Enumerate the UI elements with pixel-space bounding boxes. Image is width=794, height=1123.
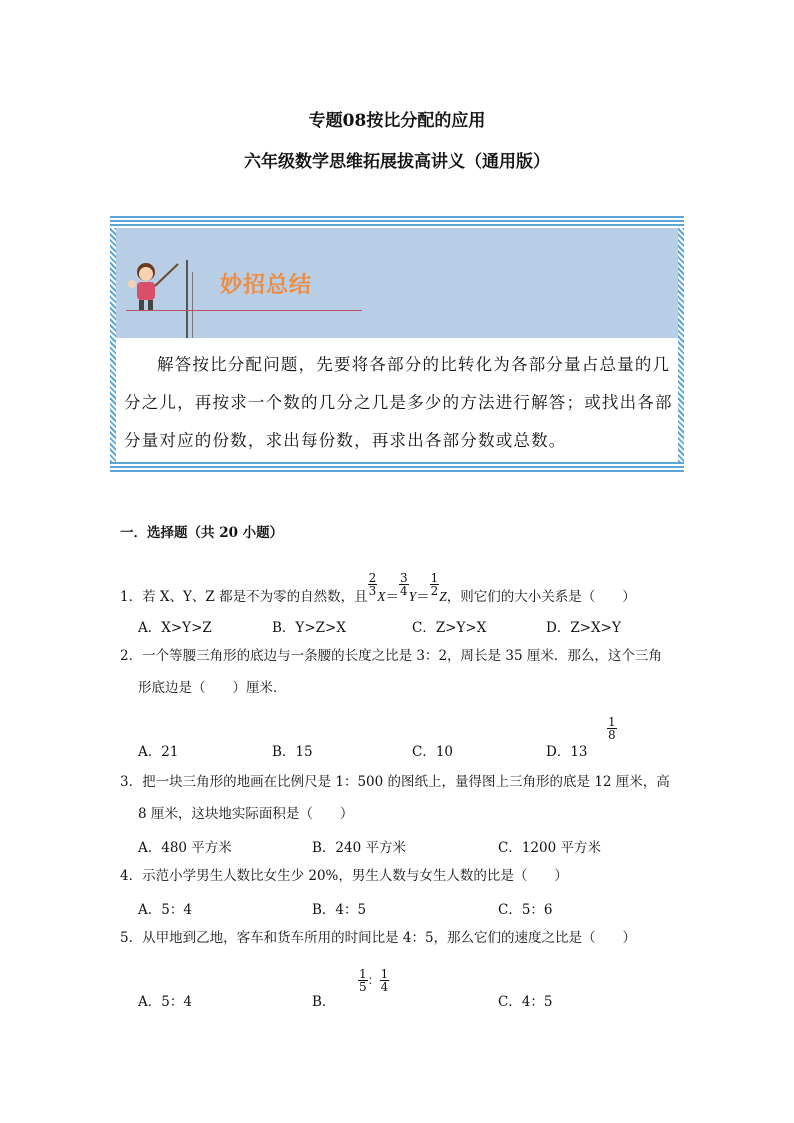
banner-underline [126, 310, 362, 311]
question-1: 1．若 X、Y、Z 都是不为零的自然数，且 $\frac{2}{3}$ X＝ $\frac{3}{4}$ Y＝ $\frac{1}{2}$ Z，则它们的大小关系是（ ） [120, 571, 636, 605]
option-a: A．5：4 [138, 994, 192, 1010]
option-c: C．1200 平方米 [498, 840, 601, 856]
option-c: C．Z>Y>X [412, 620, 487, 636]
question-2-line-2: 形底边是（ ）厘米． [138, 680, 287, 696]
var-x: X [377, 589, 386, 604]
option-b: B．Y>Z>X [272, 620, 346, 636]
tips-heading: 妙招总结 [220, 273, 313, 298]
question-5: 5．从甲地到乙地，客车和货车所用的时间比是 4：5，那么它们的速度之比是（ ） [120, 930, 637, 946]
question-4: 4．示范小学男生人数比女生少 20%，男生人数与女生人数的比是（ ） [120, 868, 568, 884]
fraction: $\frac{3}{4}$ [399, 571, 408, 598]
option-c: C．4：5 [498, 994, 553, 1010]
question-3-line-1: 3．把一块三角形的地画在比例尺是 1：500 的图纸上，量得图上三角形的底是 12 厘米，高 [120, 774, 670, 790]
banner-divider [186, 260, 188, 338]
var-y: Y [408, 589, 417, 604]
option-b: B．4：5 [312, 902, 367, 918]
question-2-line-1: 2．一个等腰三角形的底边与一条腰的长度之比是 3：2，周长是 35 厘米．那么，这个三角 [120, 648, 662, 664]
fraction: $\frac{1}{8}$ [608, 715, 616, 742]
option-d: D．13 [546, 744, 588, 760]
tips-body [116, 338, 678, 462]
section-heading: 一．选择题（共 20 小题） [120, 525, 284, 541]
banner-divider [192, 272, 193, 338]
option-a: A．X>Y>Z [138, 620, 212, 636]
question-3-line-2: 8 厘米，这块地实际面积是（ ） [138, 806, 354, 822]
option-b-fractions: $\frac{1}{5}$ ： $\frac{1}{4}$ [359, 967, 389, 994]
fraction: $\frac{2}{3}$ [368, 571, 377, 598]
option-a: A．480 平方米 [138, 840, 232, 856]
question-1-stem-suffix: ，则它们的大小关系是（ ） [446, 589, 636, 605]
tips-box [110, 216, 684, 474]
box-border-bottom [110, 462, 684, 474]
fraction: $\frac{1}{2}$ [430, 571, 439, 598]
page-title: 专题08按比分配的应用 [308, 111, 486, 131]
option-d: D．Z>X>Y [546, 620, 621, 636]
teacher-icon [126, 258, 182, 314]
question-1-stem-prefix: 1．若 X、Y、Z 都是不为零的自然数，且 [120, 589, 368, 605]
option-a: A．21 [138, 744, 179, 760]
page-subtitle: 六年级数学思维拓展拔高讲义（通用版） [244, 152, 550, 172]
option-c: C．5：6 [498, 902, 553, 918]
option-b: B． [312, 994, 336, 1010]
option-b: B．15 [272, 744, 313, 760]
option-c: C．10 [412, 744, 454, 760]
tips-text: 解答按比分配问题，先要将各部分的比转化为各部分量占总量的几分之儿，再按求一个数的几分之几是多少的方法进行解答；或找出各部分量对应的份数，求出每份数，再求出各部分数或总数。 [124, 355, 673, 450]
box-border-top [110, 216, 684, 228]
var-z: Z [439, 589, 447, 604]
option-b: B．240 平方米 [312, 840, 406, 856]
tips-banner [116, 228, 678, 338]
option-a: A．5：4 [138, 902, 192, 918]
